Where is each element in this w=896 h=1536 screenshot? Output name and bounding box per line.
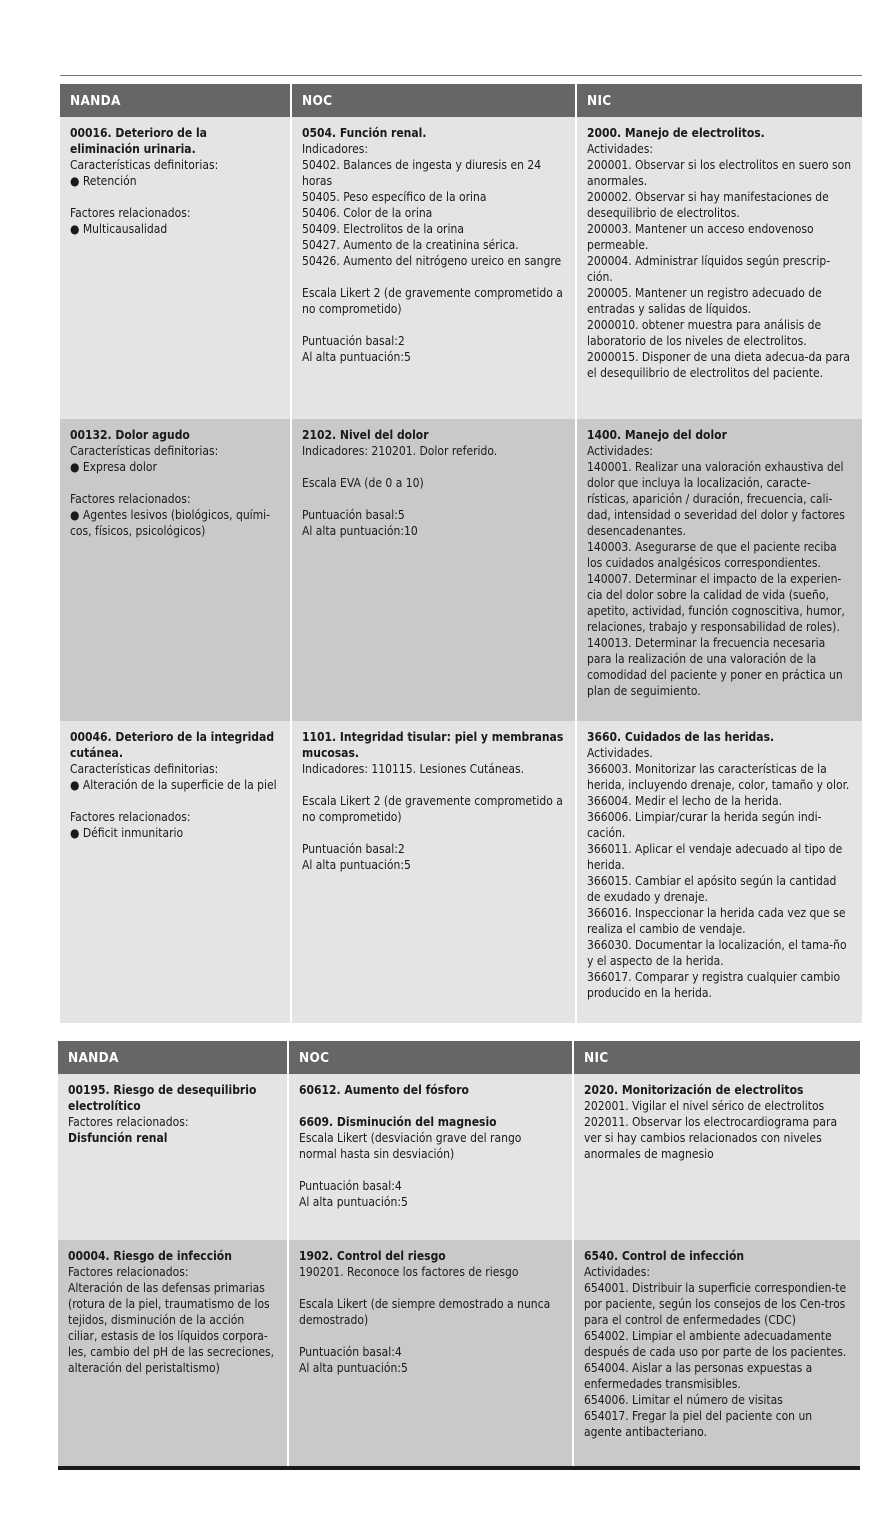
noc-body: Indicadores: 210201. Dolor referido. Escala EVA (de 0 a 10) Puntuación basal:5 Al alta puntuación:10 (302, 444, 498, 538)
noc-body: Indicadores: 50402. Balances de ingesta y diuresis en 24 horas 50405. Peso específico de la orina 50406. Color de la orina 50409. Electrolitos de la orina 50427. Aumento de la creatinina sérica. 50426. Aumento del nitrógeno ureico en sangre Escala Likert 2 (de gravemente comprometido a no comprometido) Puntuación basal:2 Al alta puntuación:5 (302, 142, 563, 364)
noc-cell (292, 117, 577, 419)
nic-body: Actividades. 366003. Monitorizar las características de la herida, incluyendo drenaje, color, tamaño y olor. 366004. Medir el lecho de la herida. 366006. Limpiar/curar la herida según indi-cación. 366011. Aplicar el vendaje adecuado al tipo de herida. 366015. Cambiar el apósito según la cantidad de exudado y drenaje. 366016. Inspeccionar la herida cada vez que se realiza el cambio de vendaje. 366030. Documentar la localización, el tama-ño y el aspecto de la herida. 366017. Comparar y registra cualquier cambio producido en la herida. (587, 746, 850, 1000)
noc-cell (289, 1074, 574, 1240)
nanda-body: Factores relacionados: Alteración de las defensas primarias (rotura de la piel, traumatismo de los tejidos, disminución de la acción ciliar, estasis de los líquidos corpora-les, cambio del pH de las secreciones, alteración del peristaltismo) (68, 1265, 275, 1375)
header-nic: NIC (574, 1041, 860, 1074)
header-nic: NIC (577, 84, 862, 117)
nanda-body: Factores relacionados: (68, 1115, 189, 1129)
nanda-cell (60, 419, 292, 721)
noc-cell (289, 1240, 574, 1466)
noc-body: 190201. Reconoce los factores de riesgo Escala Likert (de siempre demostrado a nunca demostrado) Puntuación basal:4 Al alta puntuación:5 (299, 1265, 551, 1375)
header-row (60, 84, 862, 117)
nanda-body: Características definitorias: ● Alteración de la superficie de la piel Factores relacionados: ● Déficit inmunitario (70, 762, 277, 840)
nic-body: Actividades: 200001. Observar si los electrolitos en suero son anormales. 200002. Observar si hay manifestaciones de desequilibrio de electrolitos. 200003. Mantener un acceso endovenoso permeable. 200004. Administrar líquidos según prescrip-ción. 200005. Mantener un registro adecuado de entradas y salidas de líquidos. 2000010. obtener muestra para análisis de laboratorio de los niveles de electrolitos. 2000015. Disponer de una dieta adecua-da para el desequilibrio de electrolitos del paciente. (587, 142, 852, 380)
table-row (58, 1240, 860, 1466)
noc-title-2: 6609. Disminución del magnesio (299, 1115, 497, 1129)
noc-cell (292, 721, 577, 1023)
bottom-rule (58, 1466, 860, 1470)
care-plan-table-1 (60, 84, 862, 1023)
nic-body: 202001. Vigilar el nivel sérico de electrolitos 202011. Observar los electrocardiograma para ver si hay cambios relacionados con niveles anormales de magnesio (584, 1099, 838, 1161)
noc-cell (292, 419, 577, 721)
nanda-title: 00016. Deterioro de la eliminación urinaria. (70, 126, 207, 156)
nic-cell (577, 419, 862, 721)
noc-body: Indicadores: 110115. Lesiones Cutáneas. Escala Likert 2 (de gravemente comprometido a no comprometido) Puntuación basal:2 Al alta puntuación:5 (302, 762, 563, 872)
table-row (60, 419, 862, 721)
nanda-body: Características definitorias: ● Retención Factores relacionados: ● Multicausalidad (70, 158, 219, 236)
noc-title: 2102. Nivel del dolor (302, 428, 429, 442)
nic-cell (577, 721, 862, 1023)
nanda-cell (60, 721, 292, 1023)
noc-body: Escala Likert (desviación grave del rango normal hasta sin desviación) Puntuación basal:4 Al alta puntuación:5 (299, 1131, 522, 1209)
header-nanda: NANDA (60, 84, 292, 117)
nic-title: 2020. Monitorización de electrolitos (584, 1083, 804, 1097)
care-plan-table-2 (58, 1041, 860, 1466)
nanda-cell (60, 117, 292, 419)
nic-body: Actividades: 140001. Realizar una valoración exhaustiva del dolor que incluya la localización, caracte-rísticas, aparición / duración, frecuencia, cali-dad, intensidad o severidad del dolor y factores desencadenantes. 140003. Asegurarse de que el paciente reciba los cuidados analgésicos correspondientes. 140007. Determinar el impacto de la experien-cia del dolor sobre la calidad de vida (sueño, apetito, actividad, función cognoscitiva, humor, relaciones, trabajo y responsabilidad de roles). 140013. Determinar la frecuencia necesaria para la realización de una valoración de la comodidad del paciente y poner en práctica un plan de seguimiento. (587, 444, 845, 698)
noc-title: 1902. Control del riesgo (299, 1249, 446, 1263)
nanda-title: 00132. Dolor agudo (70, 428, 190, 442)
header-noc: NOC (292, 84, 577, 117)
top-rule (60, 75, 862, 76)
nic-title: 3660. Cuidados de las heridas. (587, 730, 775, 744)
nanda-title: 00004. Riesgo de infección (68, 1249, 232, 1263)
nanda-body: Características definitorias: ● Expresa dolor Factores relacionados: ● Agentes lesivos (biológicos, quími-cos, físicos, psicológicos) (70, 444, 271, 538)
nic-cell (574, 1240, 860, 1466)
nanda-extra: Disfunción renal (68, 1131, 168, 1145)
nic-title: 6540. Control de infección (584, 1249, 745, 1263)
nanda-cell (58, 1240, 289, 1466)
nic-cell (574, 1074, 860, 1240)
header-row (58, 1041, 860, 1074)
table-row (58, 1074, 860, 1240)
nanda-title: 00195. Riesgo de desequilibrio electrolítico (68, 1083, 257, 1113)
nic-title: 2000. Manejo de electrolitos. (587, 126, 765, 140)
header-noc: NOC (289, 1041, 574, 1074)
noc-title: 0504. Función renal. (302, 126, 427, 140)
noc-title: 1101. Integridad tisular: piel y membranas mucosas. (302, 730, 564, 760)
header-nanda: NANDA (58, 1041, 289, 1074)
nanda-title: 00046. Deterioro de la integridad cutánea. (70, 730, 275, 760)
nic-cell (577, 117, 862, 419)
nic-body: Actividades: 654001. Distribuir la superficie correspondien-te por paciente, según los consejos de los Cen-tros para el control de enfermedades (CDC) 654002. Limpiar el ambiente adecuadamente después de cada uso por parte de los pacientes. 654004. Aislar a las personas expuestas a enfermedades transmisibles. 654006. Limitar el número de visitas 654017. Fregar la piel del paciente con un agente antibacteriano. (584, 1265, 847, 1439)
nic-title: 1400. Manejo del dolor (587, 428, 727, 442)
table-row (60, 721, 862, 1023)
nanda-cell (58, 1074, 289, 1240)
table-row (60, 117, 862, 419)
noc-title: 60612. Aumento del fósforo (299, 1083, 469, 1097)
